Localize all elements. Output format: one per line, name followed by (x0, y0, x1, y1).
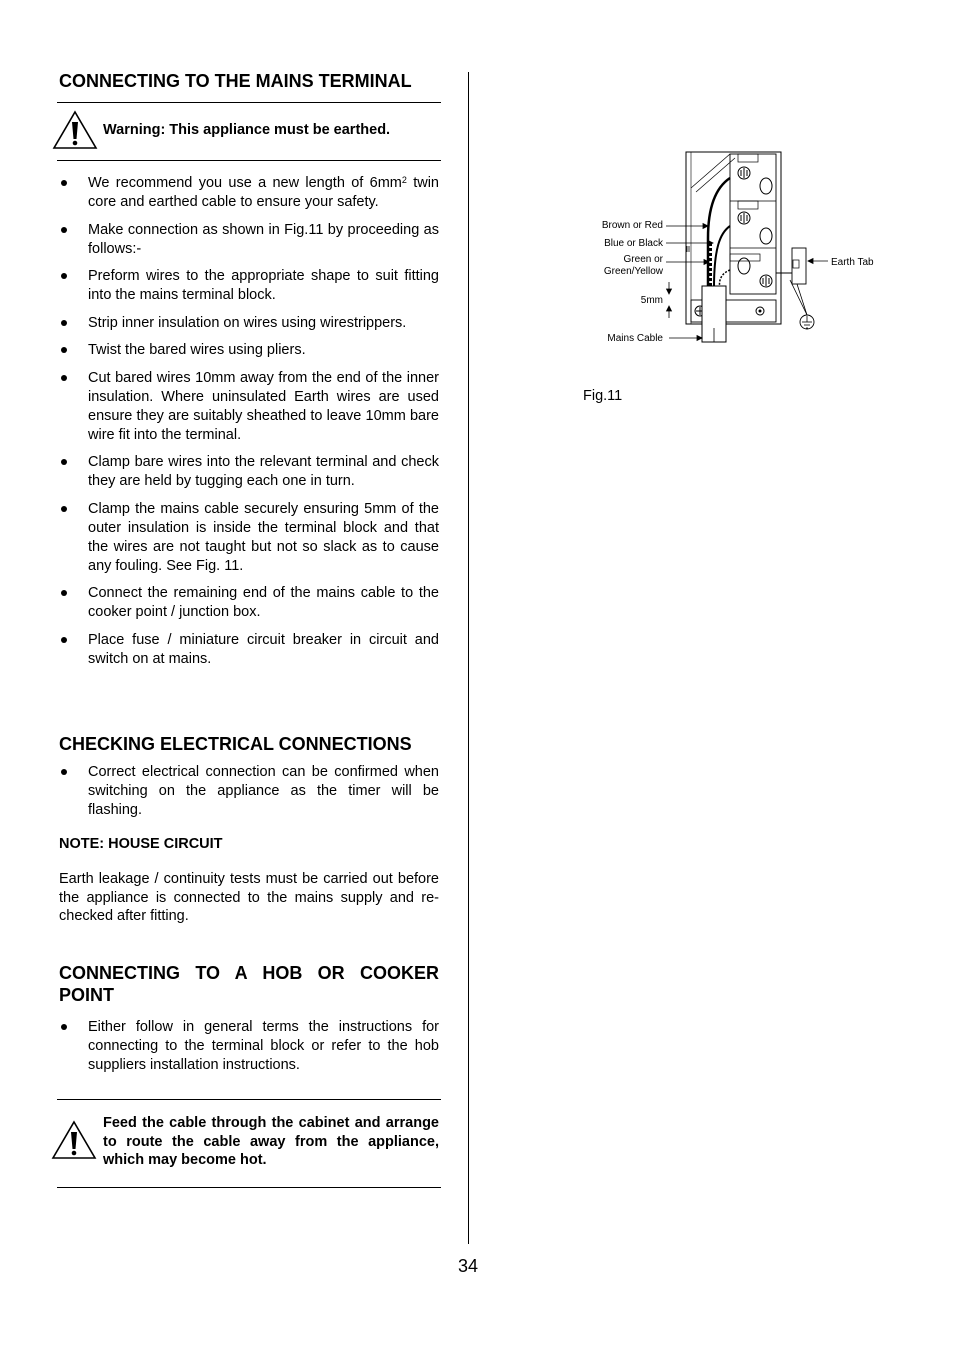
list-item: Preform wires to the appropriate shape to suit fitting into the mains terminal block. (59, 267, 439, 305)
terminal-block-diagram (590, 148, 890, 358)
checking-list (59, 763, 439, 829)
label-mains-cable: Mains Cable (607, 333, 663, 344)
list-item: Clamp the mains cable securely ensuring 5mm of the outer insulation is inside the terminal block and that the wires are not taught but not so slack as to cause any fouling. See Fig. 11. (59, 500, 439, 576)
divider (57, 1099, 441, 1100)
warning-earthed: Warning: This appliance must be earthed. (103, 122, 391, 138)
divider (57, 102, 441, 103)
list-item: Cut bared wires 10mm away from the end of the inner insulation. Where uninsulated Earth wires are used ensure they are suitably sheathed to leave 10mm bare wire fit into the terminal. (59, 369, 439, 445)
mains-instructions-list (59, 174, 439, 677)
list-item: Connect the remaining end of the mains cable to the cooker point / junction box. (59, 584, 439, 622)
list-item: We recommend you use a new length of $6mm^2$ twin core and earthed cable to ensure your safety. (59, 174, 439, 212)
section-heading-mains-terminal: CONNECTING TO THE MAINS TERMINAL (59, 71, 412, 91)
label-earth-tab: Earth Tab (831, 257, 874, 268)
section-heading-hob-cooker-point: CONNECTING TO A HOB OR COOKER POINT (59, 963, 439, 1005)
list-item: Correct electrical connection can be confirmed when switching on the appliance as the timer will be flashing. (59, 763, 439, 820)
column-divider (468, 72, 469, 1244)
list-item: Strip inner insulation on wires using wirestrippers. (59, 314, 439, 333)
label-blue-black: Blue or Black (604, 238, 663, 249)
list-item: Either follow in general terms the instructions for connecting to the terminal block or refer to the hob suppliers installation instructions. (59, 1018, 439, 1075)
divider (57, 160, 441, 161)
warning-icon (51, 1120, 97, 1160)
label-brown-red: Brown or Red (601, 220, 663, 231)
label-green-2: Green/Yellow (603, 266, 663, 277)
divider (57, 1187, 441, 1188)
warning-icon (52, 110, 98, 150)
list-item: Clamp bare wires into the relevant terminal and check they are held by tugging each one in turn. (59, 453, 439, 491)
page-number: 34 (458, 1256, 479, 1276)
label-5mm: 5mm (640, 295, 663, 306)
figure-caption: Fig.11 (583, 388, 623, 404)
warning-cable-route: Feed the cable through the cabinet and arrange to route the cable away from the appliance, which may become hot. (103, 1115, 439, 1168)
list-item: Make connection as shown in Fig.11 by proceeding as follows:- (59, 221, 439, 259)
label-green-1: Green or (623, 254, 663, 265)
note-heading: NOTE: HOUSE CIRCUIT (59, 836, 223, 852)
section-heading-checking-connections: CHECKING ELECTRICAL CONNECTIONS (59, 734, 412, 754)
list-item: Place fuse / miniature circuit breaker in circuit and switch on at mains. (59, 631, 439, 669)
hob-list (59, 1018, 439, 1084)
note-text: Earth leakage / continuity tests must be carried out before the appliance is connected to the mains supply and re-checked after fitting. (59, 871, 439, 924)
list-item: Twist the bared wires using pliers. (59, 341, 439, 360)
